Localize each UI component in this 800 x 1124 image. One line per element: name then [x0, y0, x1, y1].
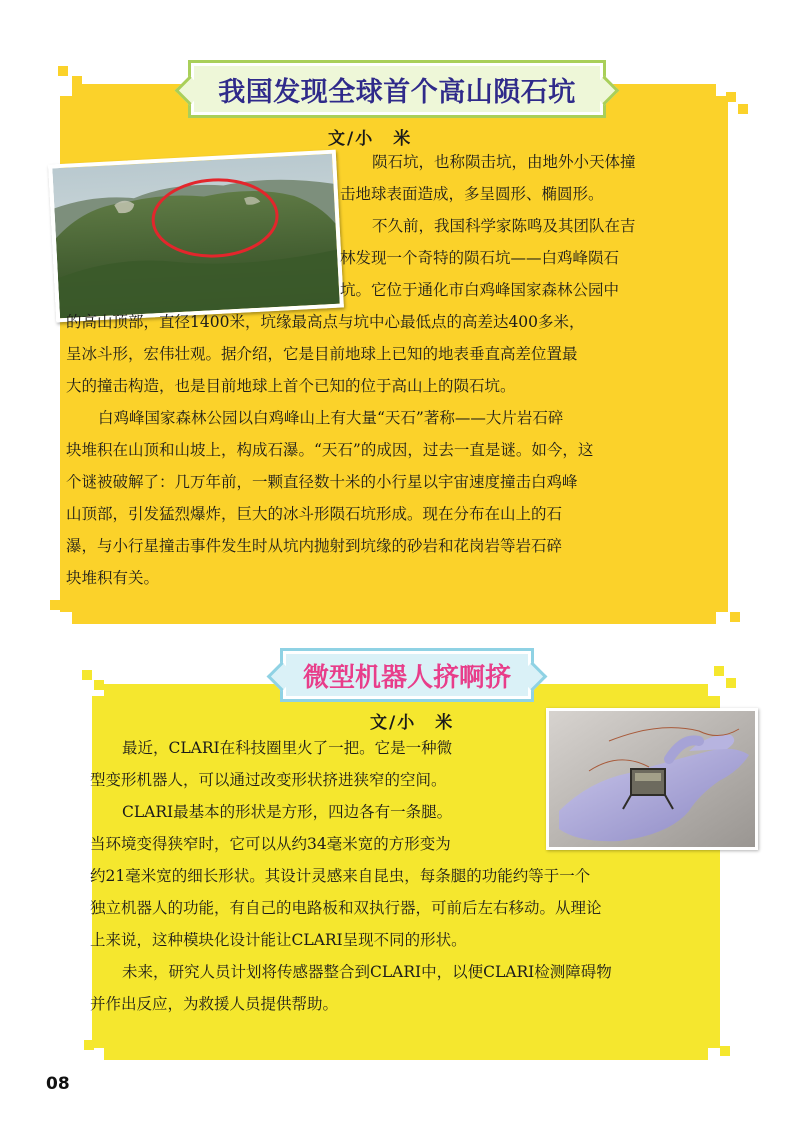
- article-1-body: [66, 146, 688, 594]
- text-line: 大的撞击构造，也是目前地球上首个已知的位于高山上的陨石坑。: [66, 377, 516, 395]
- text-line: 白鸡峰国家森林公园以白鸡峰山上有大量“天石”著称——大片岩石碎: [98, 409, 564, 427]
- text-line: 瀑，与小行星撞击事件发生时从坑内抛射到坑缘的砂岩和花岗岩等岩石碎: [66, 537, 563, 555]
- text-line: 山顶部，引发猛烈爆炸，巨大的冰斗形陨石坑形成。现在分布在山上的石: [66, 505, 563, 523]
- page-number: 08: [46, 1074, 70, 1094]
- text-line: 型变形机器人，可以通过改变形状挤进狭窄的空间。: [90, 771, 447, 789]
- text-line: 独立机器人的功能，有自己的电路板和双执行器，可前后左右移动。从理论: [90, 899, 602, 917]
- pixel-deco: [726, 92, 736, 102]
- pixel-deco: [72, 76, 82, 86]
- pixel-deco: [50, 600, 60, 610]
- pixel-deco: [738, 104, 748, 114]
- text-line: 块堆积有关。: [66, 569, 160, 587]
- article-2-byline: 文/小 米: [370, 713, 455, 733]
- pixel-deco: [94, 680, 104, 690]
- pixel-deco: [714, 666, 724, 676]
- text-line: 上来说，这种模块化设计能让CLARI呈现不同的形状。: [90, 931, 467, 949]
- text-line: 约21毫米宽的细长形状。其设计灵感来自昆虫，每条腿的功能约等于一个: [90, 867, 591, 885]
- pixel-deco: [730, 612, 740, 622]
- text-line: 击地球表面造成，多呈圆形、椭圆形。: [340, 185, 604, 203]
- text-line: 不久前，我国科学家陈鸣及其团队在吉: [372, 217, 636, 235]
- pixel-deco: [58, 66, 68, 76]
- article-1-title-text: 我国发现全球首个高山陨石坑: [218, 76, 576, 108]
- text-line: 坑。它位于通化市白鸡峰国家森林公园中: [340, 281, 620, 299]
- text-line: 呈冰斗形，宏伟壮观。据介绍，它是目前地球上已知的地表垂直高差位置最: [66, 345, 578, 363]
- article-2-title: [280, 648, 534, 702]
- text-line: 当环境变得狭窄时，它可以从约34毫米宽的方形变为: [90, 835, 451, 853]
- pixel-deco: [82, 670, 92, 680]
- text-line: 的高山顶部，直径1400米，坑缘最高点与坑中心最低点的高差达400多米，: [66, 313, 585, 331]
- pixel-deco: [84, 1040, 94, 1050]
- article-1-byline: 文/小 米: [328, 129, 413, 149]
- article-2-title-text: 微型机器人挤啊挤: [302, 662, 511, 693]
- text-line: 并作出反应，为救援人员提供帮助。: [90, 995, 339, 1013]
- text-line: 块堆积在山顶和山坡上，构成石瀑。“天石”的成因，过去一直是谜。如今，这: [66, 441, 594, 459]
- text-line: 未来，研究人员计划将传感器整合到CLARI中，以便CLARI检测障碍物: [122, 963, 612, 981]
- pixel-deco: [720, 1046, 730, 1056]
- text-line: CLARI最基本的形状是方形，四边各有一条腿。: [122, 803, 453, 821]
- article-2-body: [90, 732, 710, 1020]
- text-line: 陨石坑，也称陨击坑，由地外小天体撞: [372, 153, 636, 171]
- text-line: 林发现一个奇特的陨石坑——白鸡峰陨石: [340, 249, 620, 267]
- pixel-deco: [726, 678, 736, 688]
- article-1-title: [188, 60, 606, 118]
- text-line: 最近，CLARI在科技圈里火了一把。它是一种微: [122, 739, 453, 757]
- text-line: 个谜被破解了：几万年前，一颗直径数十米的小行星以宇宙速度撞击白鸡峰: [66, 473, 578, 491]
